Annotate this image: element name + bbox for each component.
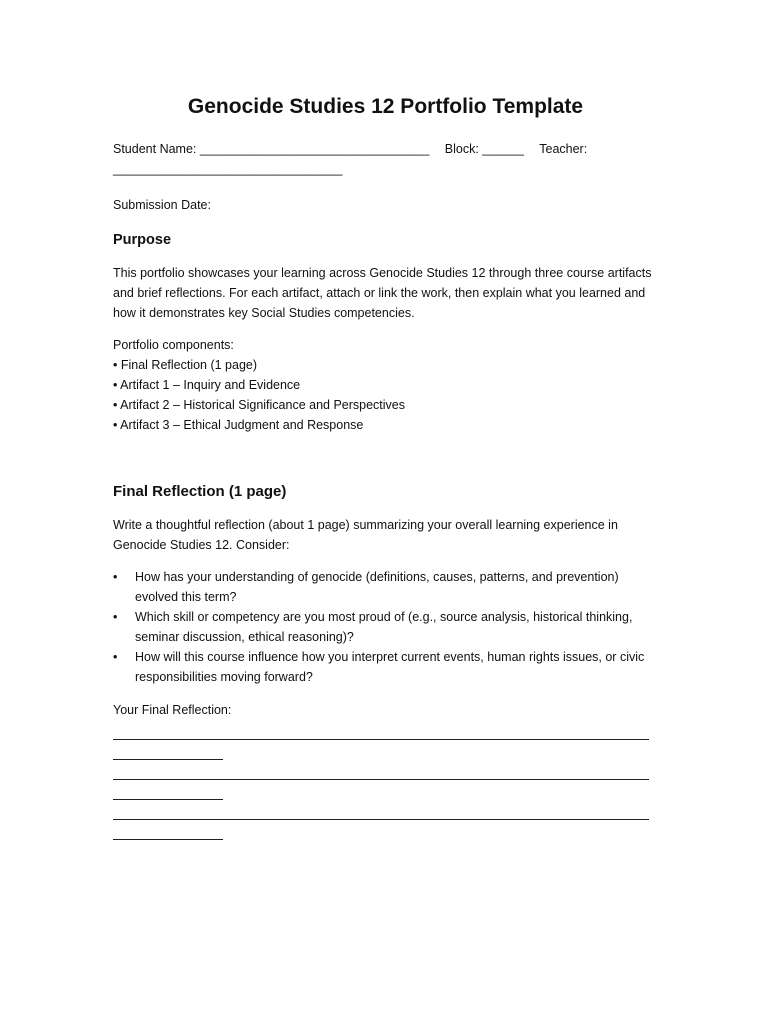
answer-line-group[interactable]: [113, 819, 658, 840]
component-item: • Final Reflection (1 page): [113, 358, 258, 372]
teacher-field[interactable]: _________________________________: [113, 162, 343, 176]
final-reflection-heading: Final Reflection (1 page): [113, 483, 287, 500]
components-label: Portfolio components:: [113, 338, 234, 352]
answer-line: [113, 739, 649, 740]
answer-line: [113, 779, 649, 780]
component-item: • Artifact 2 – Historical Significance and Perspectives: [113, 398, 406, 412]
answer-line: [113, 799, 223, 800]
purpose-paragraph: This portfolio showcases your learning across Genocide Studies 12 through three course artifacts and brief reflections. For each artifact, attach or link the work, then explain what you learned and how it demonstrates key Social Studies competencies.: [113, 266, 652, 320]
document-content: [113, 92, 658, 854]
student-name-field[interactable]: Student Name: _________________________________: [113, 142, 430, 156]
teacher-label: Teacher:: [539, 142, 588, 156]
question-item: • Which skill or competency are you most proud of (e.g., source analysis, historical thinking, seminar discussion, ethical reasoning)?: [113, 607, 658, 647]
portfolio-components: [113, 335, 658, 435]
component-item: • Artifact 1 – Inquiry and Evidence: [113, 378, 301, 392]
student-info-line: [113, 139, 658, 159]
block-field[interactable]: Block: ______: [444, 142, 524, 156]
question-item: • How will this course influence how you interpret current events, human rights issues, or civic responsibilities moving forward?: [113, 647, 658, 687]
answer-area[interactable]: [113, 739, 658, 840]
answer-line: [113, 759, 223, 760]
answer-line: [113, 819, 649, 820]
answer-line-group[interactable]: [113, 739, 658, 760]
question-item: • How has your understanding of genocide (definitions, causes, patterns, and prevention) evolved this term?: [113, 567, 658, 607]
final-reflection-paragraph: Write a thoughtful reflection (about 1 page) summarizing your overall learning experience in Genocide Studies 12. Consider:: [113, 518, 618, 552]
component-item: • Artifact 3 – Ethical Judgment and Response: [113, 418, 364, 432]
submission-date-label: Submission Date:: [113, 198, 211, 212]
answer-line: [113, 839, 223, 840]
purpose-heading: Purpose: [113, 232, 172, 248]
answer-label: Your Final Reflection:: [113, 703, 232, 717]
answer-line-group[interactable]: [113, 779, 658, 800]
reflection-questions: [113, 567, 658, 687]
document-title: Genocide Studies 12 Portfolio Template: [187, 95, 584, 118]
